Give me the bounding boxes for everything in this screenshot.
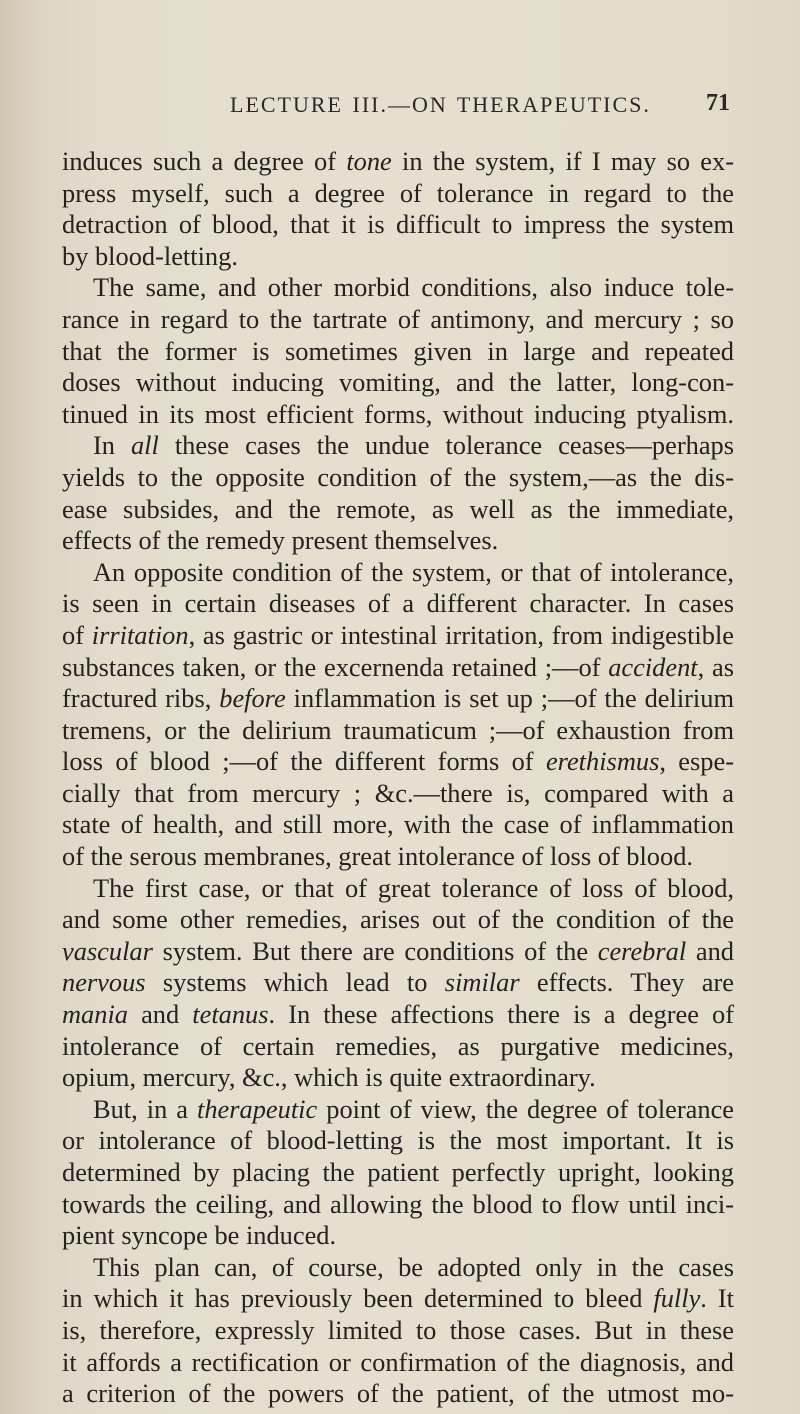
text-line: by blood-letting. — [62, 240, 238, 271]
text-line: loss of blood ;—of the different forms of erethismus, espe- — [62, 746, 734, 777]
text-line: substances taken, or the excernenda retained ;—of accident, as — [62, 651, 734, 682]
text-line: pient syncope be induced. — [62, 1220, 337, 1251]
page-header — [230, 92, 730, 122]
text-line: mania and tetanus. In these affections there is a degree of — [62, 999, 734, 1030]
text-line: induces such a degree of tone in the system, if I may so ex- — [62, 146, 735, 176]
text-line: is, therefore, expressly limited to those cases. But in these — [62, 1314, 734, 1345]
running-title: LECTURE III.—ON THERAPEUTICS. — [230, 92, 651, 117]
text-line: The same, and other morbid conditions, also induce tole- — [93, 272, 734, 303]
text-line: vascular system. But there are conditions of the cerebral and — [62, 935, 735, 966]
text-line: towards the ceiling, and allowing the blood to flow until inci- — [62, 1188, 734, 1219]
text-line: or intolerance of blood-letting is the most important. It is — [62, 1125, 734, 1156]
text-line: cially that from mercury ; &c.—there is, compared with a — [62, 777, 734, 808]
text-line: fractured ribs, before inflammation is set up ;—of the delirium — [62, 683, 734, 714]
text-line: But, in a therapeutic point of view, the degree of tolerance — [93, 1093, 735, 1124]
text-line: press myself, such a degree of tolerance in regard to the — [62, 177, 734, 208]
text-line: in which it has previously been determined to bleed fully. It — [62, 1283, 734, 1314]
text-line: and some other remedies, arises out of the condition of the — [62, 904, 734, 935]
text-line: of the serous membranes, great intolerance of loss of blood. — [62, 841, 693, 872]
text-line: tremens, or the delirium traumaticum ;—of exhaustion from — [62, 714, 734, 745]
text-line: tinued in its most efficient forms, without inducing ptyalism. — [62, 398, 734, 429]
text-line: state of health, and still more, with the case of inflammation — [62, 809, 734, 840]
text-line: The first case, or that of great tolerance of loss of blood, — [93, 872, 734, 903]
text-line: In all these cases the undue tolerance ceases—perhaps — [93, 430, 734, 461]
text-line: a criterion of the powers of the patient, of the utmost mo- — [62, 1378, 734, 1409]
text-line: is seen in certain diseases of a different character. In cases — [62, 588, 734, 619]
text-line: doses without inducing vomiting, and the latter, long-con- — [62, 367, 734, 398]
text-line: that the former is sometimes given in large and repeated — [62, 335, 734, 366]
text-line: rance in regard to the tartrate of antimony, and mercury ; so — [62, 303, 734, 334]
text-line: it affords a rectification or confirmation of the diagnosis, and — [62, 1346, 734, 1377]
text-line: yields to the opposite condition of the system,—as the dis- — [62, 461, 734, 492]
body-text — [62, 146, 734, 1410]
text-line: determined by placing the patient perfectly upright, looking — [62, 1157, 734, 1187]
text-line: An opposite condition of the system, or that of intolerance, — [93, 556, 734, 587]
text-line: detraction of blood, that it is difficult to impress the system — [62, 209, 734, 240]
text-line: intolerance of certain remedies, as purgative medicines, — [62, 1030, 734, 1061]
page-number: 71 — [706, 90, 730, 116]
text-line: This plan can, of course, be adopted only in the cases — [93, 1251, 734, 1282]
text-line: nervous systems which lead to similar effects. They are — [62, 967, 734, 998]
text-line: effects of the remedy present themselves. — [62, 525, 499, 556]
text-line: of irritation, as gastric or intestinal irritation, from indigestible — [62, 619, 734, 650]
text-line: ease subsides, and the remote, as well as the immediate, — [62, 493, 734, 524]
text-line: opium, mercury, &c., which is quite extraordinary. — [62, 1062, 596, 1093]
